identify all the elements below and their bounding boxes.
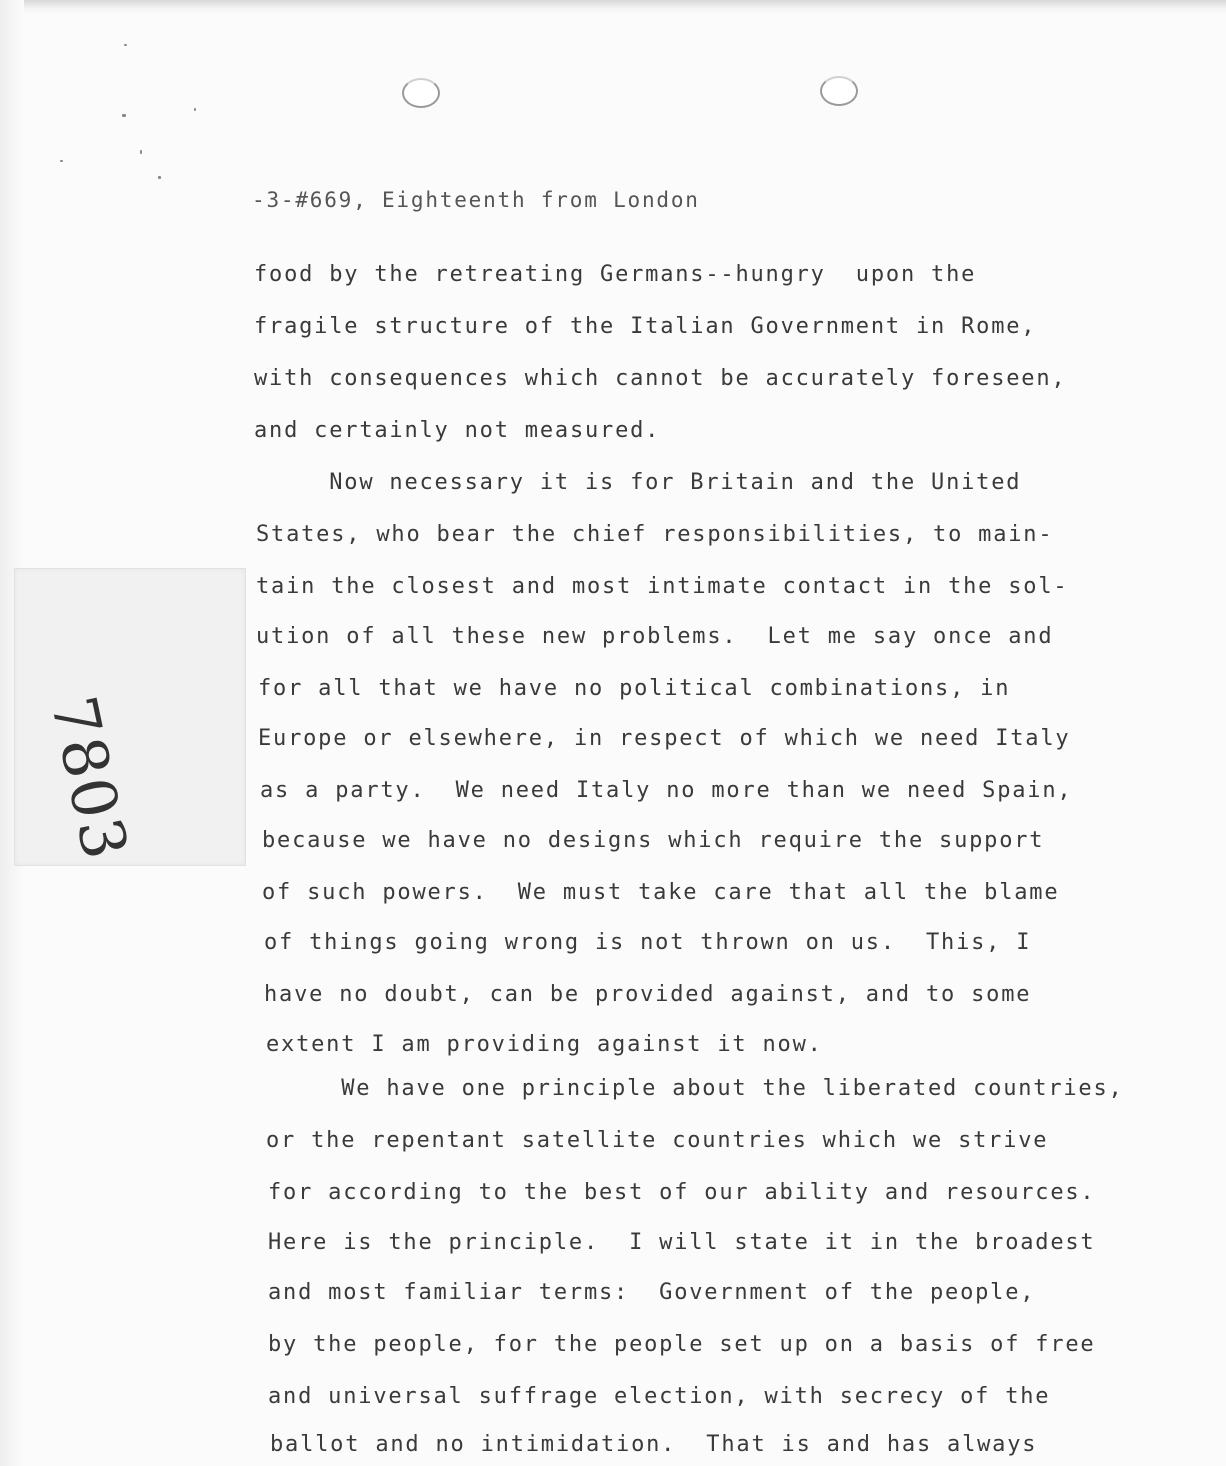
text-line: with consequences which cannot be accurately foreseen, (254, 366, 1067, 391)
punch-hole-left (402, 78, 440, 108)
text-line: by the people, for the people set up on a basis of free (268, 1332, 1096, 1357)
text-line: Now necessary it is for Britain and the United (254, 470, 1022, 495)
text-line: as a party. We need Italy no more than we need Spain, (260, 778, 1073, 803)
text-line: of things going wrong is not thrown on us. This, I (264, 930, 1032, 955)
page-header: -3-#669, Eighteenth from London (252, 188, 700, 212)
text-line: because we have no designs which require the support (262, 828, 1045, 853)
text-line: and most familiar terms: Government of the people, (268, 1280, 1036, 1305)
text-line: for according to the best of our ability and resources. (268, 1180, 1096, 1205)
text-line: We have one principle about the liberated countries, (266, 1076, 1124, 1101)
speck (122, 114, 126, 117)
text-line: and certainly not measured. (254, 418, 661, 443)
punch-hole-right (820, 76, 858, 106)
text-line: have no doubt, can be provided against, and to some (264, 982, 1032, 1007)
speck (124, 44, 127, 46)
speck (140, 150, 142, 154)
text-line: and universal suffrage election, with secrecy of the (268, 1384, 1051, 1409)
archive-number: 7803 (36, 690, 143, 868)
speck (60, 160, 63, 162)
speck (158, 176, 161, 179)
text-line: or the repentant satellite countries which we strive (266, 1128, 1049, 1153)
text-line: ballot and no intimidation. That is and has always (270, 1432, 1038, 1457)
text-line: Here is the principle. I will state it in the broadest (268, 1230, 1096, 1255)
text-line: extent I am providing against it now. (266, 1032, 823, 1057)
text-line: for all that we have no political combinations, in (258, 676, 1011, 701)
text-line: Europe or elsewhere, in respect of which we need Italy (258, 726, 1071, 751)
text-line: of such powers. We must take care that all the blame (262, 880, 1060, 905)
speck (194, 108, 196, 111)
text-line: States, who bear the chief responsibilities, to main- (256, 522, 1054, 547)
page-top-edge (0, 0, 1226, 14)
text-line: tain the closest and most intimate contact in the sol- (256, 574, 1069, 599)
text-line: fragile structure of the Italian Government in Rome, (254, 314, 1037, 339)
text-line: ution of all these new problems. Let me say once and (256, 624, 1054, 649)
text-line: food by the retreating Germans--hungry upon the (254, 262, 977, 287)
